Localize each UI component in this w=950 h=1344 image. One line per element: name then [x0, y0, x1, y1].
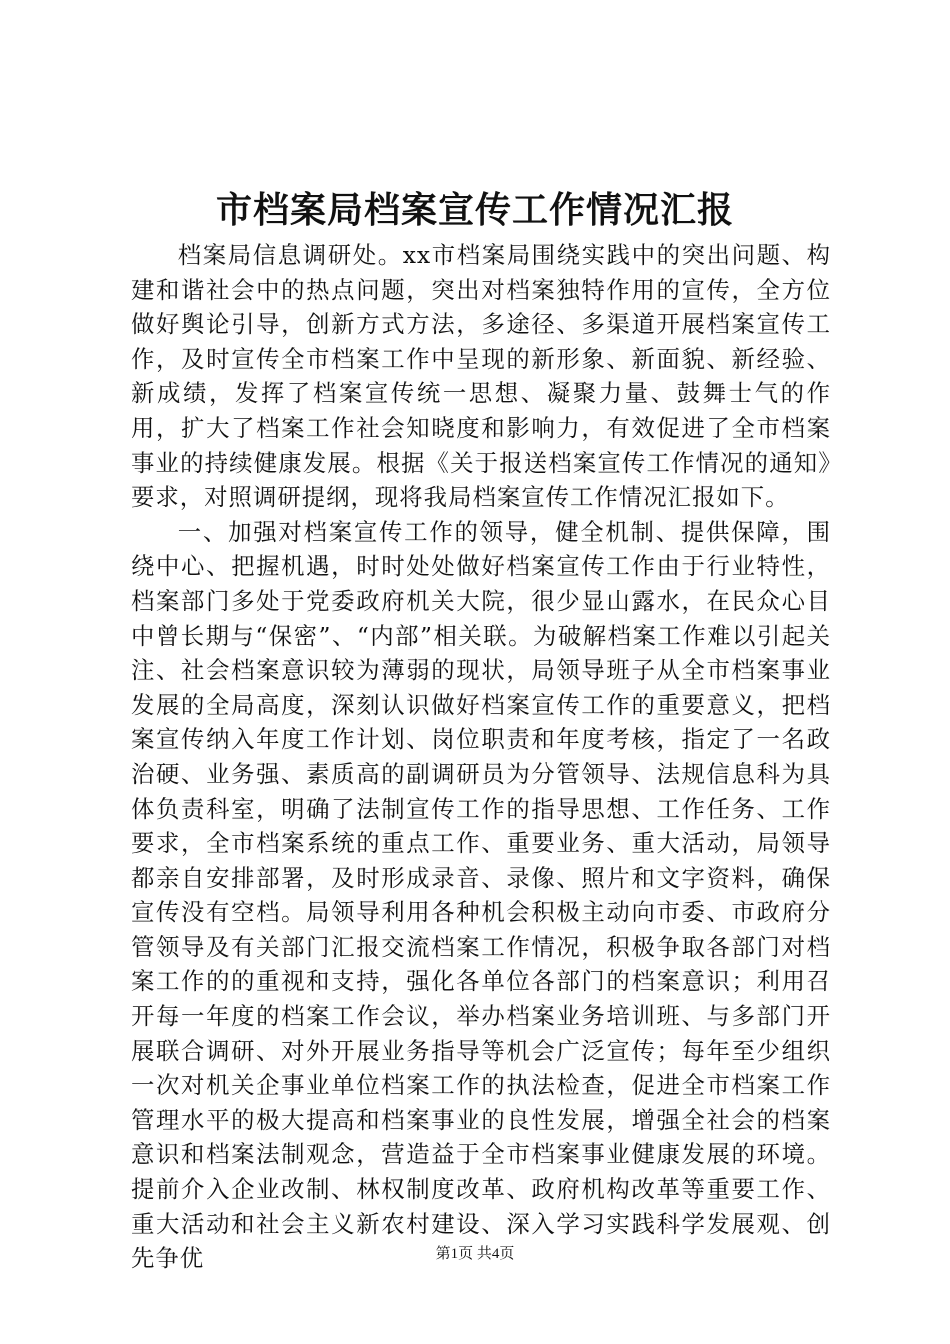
- paragraph-intro: 档案局信息调研处。xx市档案局围绕实践中的突出问题、构建和谐社会中的热点问题，突出对档案独特作用的宣传，全方位做好舆论引导，创新方式方法，多途径、多渠道开展档案宣传工作，及时宣传全市档案工作中呈现的新形象、新面貌、新经验、新成绩，发挥了档案宣传统一思想、凝聚力量、鼓舞士气的作用，扩大了档案工作社会知晓度和影响力，有效促进了全市档案事业的持续健康发展。根据《关于报送档案宣传工作情况的通知》要求，对照调研提纲，现将我局档案宣传工作情况汇报如下。: [131, 241, 831, 512]
- document-body: [131, 238, 831, 1276]
- page-footer: 第1页 共4页: [435, 1246, 515, 1262]
- paragraph-section-1: 一、加强对档案宣传工作的领导，健全机制、提供保障，围绕中心、把握机遇，时时处处做好档案宣传工作由于行业特性，档案部门多处于党委政府机关大院，很少显山露水，在民众心目中曾长期与“保密”、“内部”相关联。为破解档案工作难以引起关注、社会档案意识较为薄弱的现状，局领导班子从全市档案事业发展的全局高度，深刻认识做好档案宣传工作的重要意义，把档案宣传纳入年度工作计划、岗位职责和年度考核，指定了一名政治硬、业务强、素质高的副调研员为分管领导、法规信息科为具体负责科室，明确了法制宣传工作的指导思想、工作任务、工作要求，全市档案系统的重点工作、重要业务、重大活动，局领导都亲自安排部署，及时形成录音、录像、照片和文字资料，确保宣传没有空档。局领导利用各种机会积极主动向市委、市政府分管领导及有关部门汇报交流档案工作情况，积极争取各部门对档案工作的的重视和支持，强化各单位各部门的档案意识；利用召开每一年度的档案工作会议，举办档案业务培训班、与多部门开展联合调研、对外开展业务指导等机会广泛宣传；每年至少组织一次对机关企事业单位档案工作的执法检查，促进全市档案工作管理水平的极大提高和档案事业的良性发展，增强全社会的档案意识和档案法制观念，营造益于全市档案事业健康发展的环境。提前介入企业改制、林权制度改革、政府机构改革等重要工作、重大活动和社会主义新农村建设、深入学习实践科学发展观、创先争优: [131, 517, 831, 1273]
- document-title: 市档案局档案宣传工作情况汇报: [215, 189, 734, 231]
